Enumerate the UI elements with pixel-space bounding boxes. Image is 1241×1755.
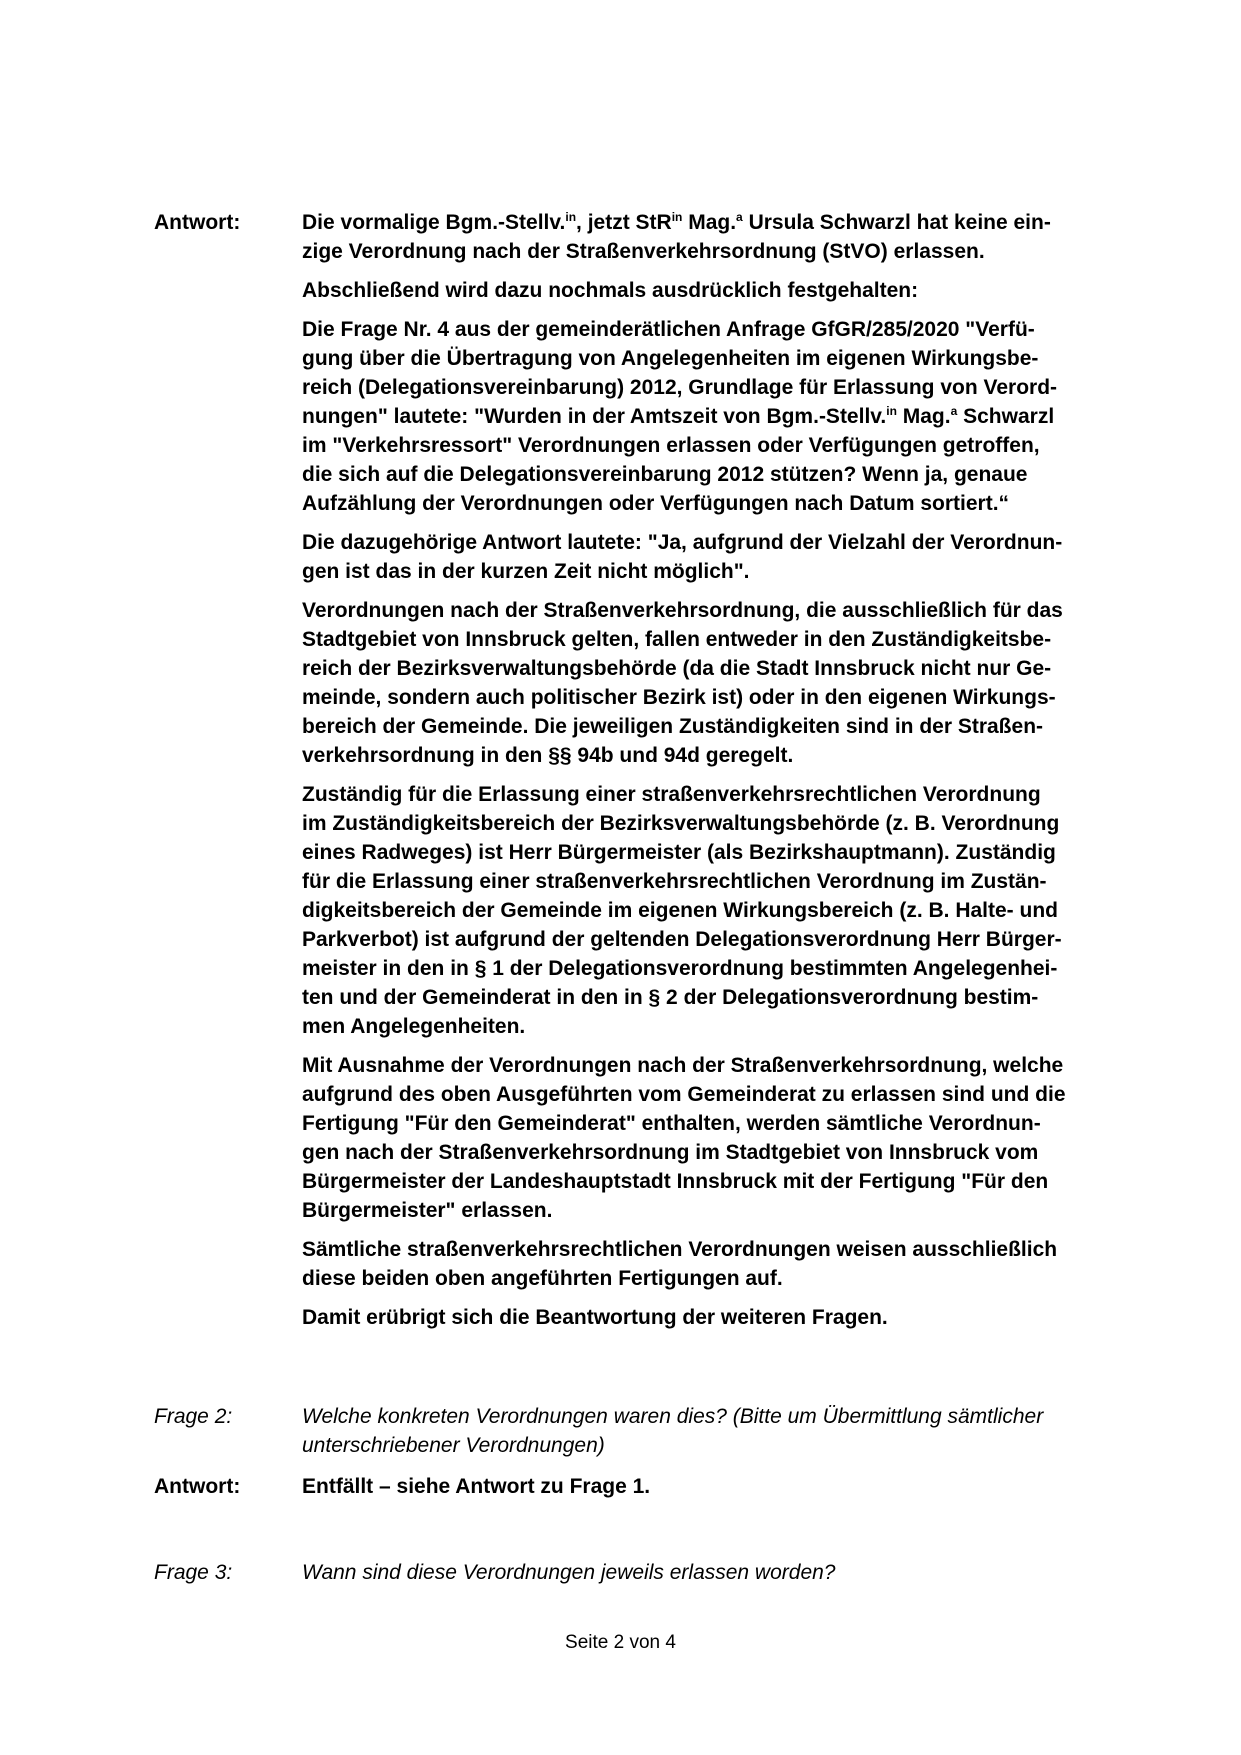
answer-2-text: Entfällt – siehe Antwort zu Frage 1. [302,1475,651,1498]
text-line: für die Erlassung einer straßenverkehrsrechtlichen Verordnung im Zustän- [302,870,1047,893]
text-run: nungen" lautete: "Wurden in der Amtszeit von Bgm.-Stellv. [302,405,887,428]
answer-1-para-7 [302,1051,1132,1225]
text-run: Ursula Schwarzl hat keine ein- [742,211,1051,234]
text-line: zige Verordnung nach der Straßenverkehrsordnung (StVO) erlassen. [302,240,985,263]
answer-1-para-4 [302,528,1132,586]
answer-1-para-8 [302,1235,1132,1293]
text-line: ten und der Gemeinderat in den in § 2 der Delegationsverordnung bestim- [302,986,1039,1009]
superscript: a [950,404,958,418]
text-line: meister in den in § 1 der Delegationsverordnung bestimmten Angelegenhei- [302,957,1058,980]
text-line: Die Frage Nr. 4 aus der gemeinderätlichen Anfrage GfGR/285/2020 "Verfü- [302,318,1035,341]
text-line: bereich der Gemeinde. Die jeweiligen Zuständigkeiten sind in der Straßen- [302,715,1044,738]
question-2-text [302,1402,1132,1460]
text-line: Bürgermeister" erlassen. [302,1199,553,1222]
text-line: reich der Bezirksverwaltungsbehörde (da die Stadt Innsbruck nicht nur Ge- [302,657,1052,680]
answer-1-body [302,208,1132,1332]
superscript: in [671,210,683,224]
text-line: men Angelegenheiten. [302,1015,526,1038]
text-line: verkehrsordnung in den §§ 94b und 94d geregelt. [302,744,794,767]
text-line: Sämtliche straßenverkehrsrechtlichen Verordnungen weisen ausschließlich [302,1238,1058,1261]
text-line: digkeitsbereich der Gemeinde im eigenen Wirkungsbereich (z. B. Halte- und [302,899,1058,922]
text-line: aufgrund des oben Ausgeführten vom Gemeinderat zu erlassen sind und die [302,1083,1066,1106]
text-run: Schwarzl [957,405,1055,428]
text-line: eines Radweges) ist Herr Bürgermeister (als Bezirkshauptmann). Zuständig [302,841,1056,864]
text-line: Verordnungen nach der Straßenverkehrsordnung, die ausschließlich für das [302,599,1063,622]
superscript: in [565,210,577,224]
text-line: Mit Ausnahme der Verordnungen nach der Straßenverkehrsordnung, welche [302,1054,1064,1077]
text-line: im "Verkehrsressort" Verordnungen erlassen oder Verfügungen getroffen, [302,434,1040,457]
text-line: Stadtgebiet von Innsbruck gelten, fallen entweder in den Zuständigkeitsbe- [302,628,1052,651]
text-line: Aufzählung der Verordnungen oder Verfügungen nach Datum sortiert.“ [302,492,1010,515]
answer-1-para-9: Damit erübrigt sich die Beantwortung der weiteren Fragen. [302,1306,888,1329]
page-number: Seite 2 von 4 [565,1632,676,1653]
text-line: gung über die Übertragung von Angelegenheiten im eigenen Wirkungsbe- [302,347,1039,370]
text-line: unterschriebener Verordnungen) [302,1434,605,1457]
question-2-label: Frage 2: [154,1405,233,1428]
superscript: a [736,210,743,224]
text-line: Parkverbot) ist aufgrund der geltenden Delegationsverordnung Herr Bürger- [302,928,1062,951]
superscript: in [886,404,897,418]
text-line: meinde, sondern auch politischer Bezirk ist) oder in den eigenen Wirkungs- [302,686,1056,709]
text-line: diese beiden oben angeführten Fertigungen auf. [302,1267,783,1290]
text-line: im Zuständigkeitsbereich der Bezirksverwaltungsbehörde (z. B. Verordnung [302,812,1060,835]
text-line: Die dazugehörige Antwort lautete: "Ja, aufgrund der Vielzahl der Verordnun- [302,531,1063,554]
text-line: reich (Delegationsvereinbarung) 2012, Grundlage für Erlassung von Verord- [302,376,1058,399]
text-run: Die vormalige Bgm.-Stellv. [302,211,566,234]
text-line: Fertigung "Für den Gemeinderat" enthalten, werden sämtliche Verordnun- [302,1112,1041,1135]
answer-1-para-6 [302,780,1132,1041]
answer-1-para-5 [302,596,1132,770]
question-3-label: Frage 3: [154,1561,233,1584]
answer-1-para-1 [302,208,1132,266]
text-run: , jetzt StR [576,211,672,234]
text-line: gen ist das in der kurzen Zeit nicht möglich". [302,560,750,583]
question-3-text: Wann sind diese Verordnungen jeweils erlassen worden? [302,1561,836,1584]
text-run: Mag. [682,211,737,234]
text-line: Zuständig für die Erlassung einer straßenverkehrsrechtlichen Verordnung [302,783,1041,806]
text-line: Welche konkreten Verordnungen waren dies? (Bitte um Übermittlung sämtlicher [302,1405,1044,1428]
answer-2-label: Antwort: [154,1475,241,1498]
text-line: Bürgermeister der Landeshauptstadt Innsbruck mit der Fertigung "Für den [302,1170,1049,1193]
answer-1-label: Antwort: [154,211,241,234]
answer-1-para-3 [302,315,1132,518]
text-run: Mag. [896,405,951,428]
answer-1-para-2: Abschließend wird dazu nochmals ausdrücklich festgehalten: [302,279,919,302]
text-line: gen nach der Straßenverkehrsordnung im Stadtgebiet von Innsbruck vom [302,1141,1039,1164]
text-line: die sich auf die Delegationsvereinbarung 2012 stützen? Wenn ja, genaue [302,463,1028,486]
